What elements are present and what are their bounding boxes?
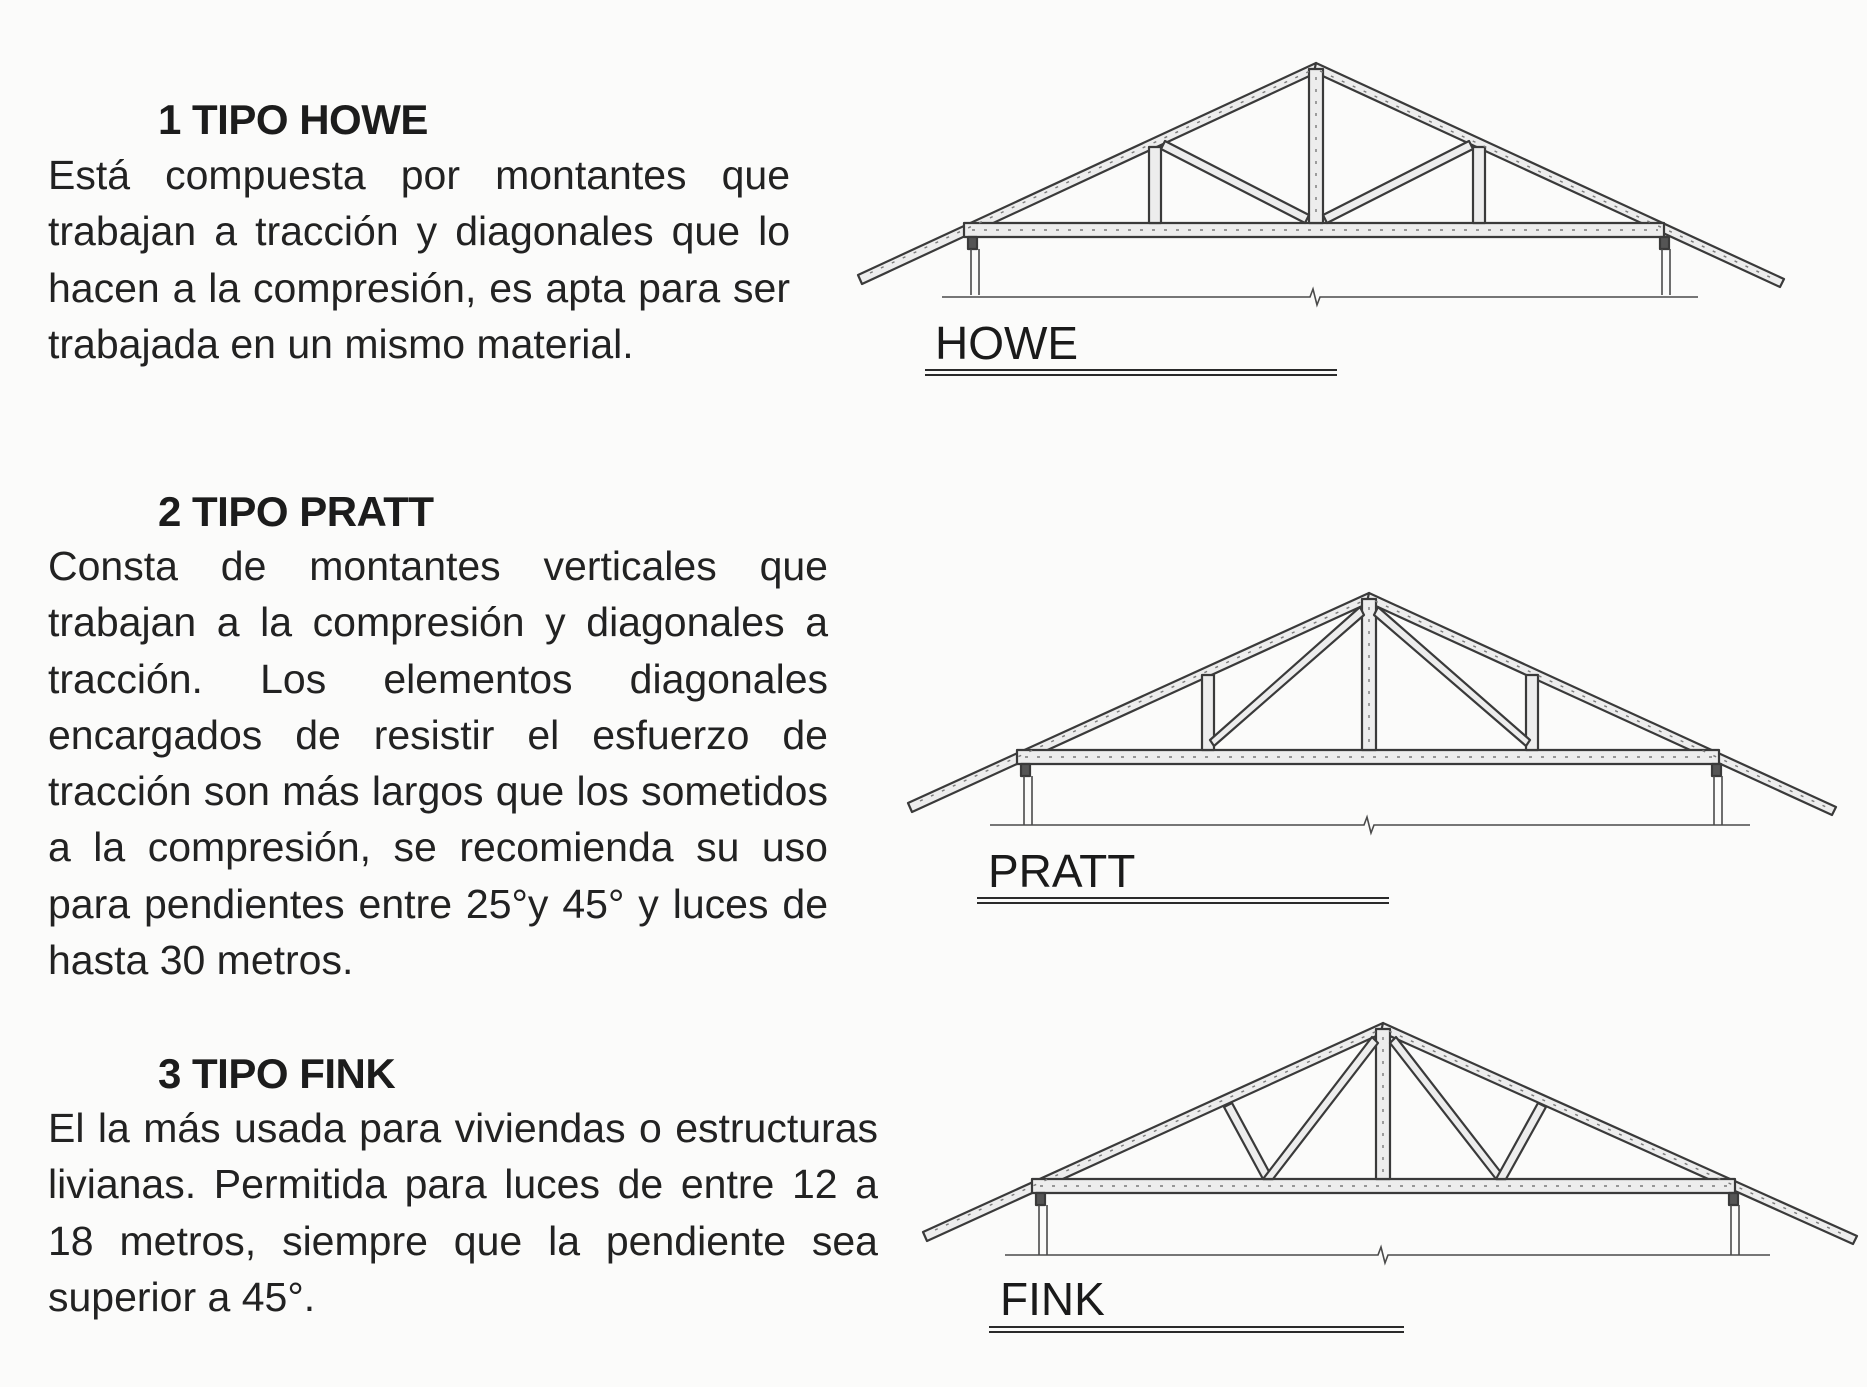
fink-label: FINK — [1000, 1273, 1105, 1325]
fink-truss-diagram — [915, 1015, 1865, 1345]
fink-web-left-outer — [1224, 1103, 1273, 1179]
howe-support-left — [968, 237, 977, 249]
pratt-span-line — [990, 817, 1750, 833]
howe-diagonal-left — [1161, 141, 1309, 223]
howe-vertical-right — [1473, 147, 1485, 223]
howe-truss-diagram — [850, 55, 1800, 385]
howe-support-right — [1660, 237, 1669, 249]
howe-diagonal-right — [1323, 141, 1473, 223]
pratt-label: PRATT — [988, 845, 1136, 897]
fink-span-line — [1005, 1247, 1770, 1263]
howe-vertical-left — [1149, 147, 1161, 223]
fink-support-left — [1036, 1193, 1045, 1205]
fink-top-chord-right — [1381, 1023, 1857, 1244]
section-body-pratt: Consta de montantes verticales que trabajan a la compresión y diagonales a tracción. Los elementos diagonales encargados de resistir el esfuerzo de tracción son más largos que los sometidos a la compresión, se recomienda su uso para pendientes entre 25°y 45° y luces de hasta 30 metros. — [48, 543, 828, 984]
howe-top-chord-right — [1314, 63, 1784, 287]
fink-support-right — [1729, 1193, 1738, 1205]
section-heading-fink: 3 TIPO FINK — [158, 1050, 396, 1097]
fink-top-chord-left — [923, 1023, 1385, 1241]
fink-web-right-outer — [1496, 1103, 1546, 1179]
pratt-diagonal-left — [1210, 607, 1364, 746]
pratt-support-right — [1712, 764, 1721, 776]
section-body-howe: Está compuesta por montantes que trabajan a tracción y diagonales que lo hacen a la compresión, es apta para ser trabajada en un mismo material. — [48, 152, 790, 367]
howe-label: HOWE — [935, 317, 1079, 369]
pratt-top-chord-right — [1367, 593, 1836, 815]
pratt-support-left — [1021, 764, 1030, 776]
section-heading-howe: 1 TIPO HOWE — [158, 96, 428, 143]
section-heading-pratt: 2 TIPO PRATT — [158, 488, 434, 535]
section-body-fink: El la más usada para viviendas o estructuras livianas. Permitida para luces de entre 12 a 18 metros, siempre que la pendiente sea superior a 45°. — [48, 1105, 878, 1320]
howe-span-line — [942, 289, 1698, 305]
howe-top-chord-left — [858, 63, 1318, 284]
pratt-truss-diagram — [900, 585, 1850, 915]
pratt-diagonal-right — [1374, 607, 1530, 746]
